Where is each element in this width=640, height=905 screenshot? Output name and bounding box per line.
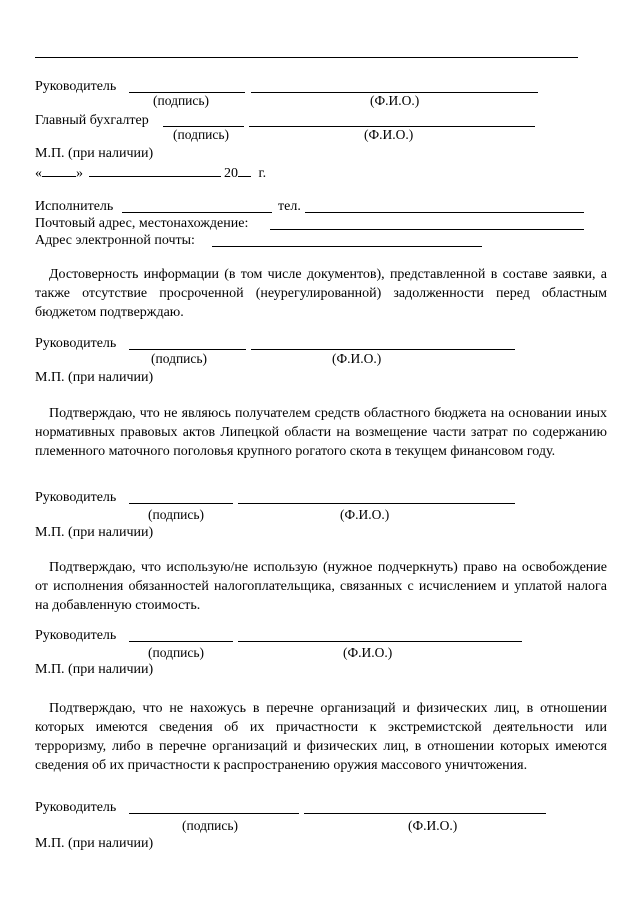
date-close-quote: » <box>76 166 83 181</box>
section4-stamp-label: М.П. (при наличии) <box>35 662 154 677</box>
section5-signature-field[interactable] <box>129 813 299 814</box>
section5-head-label: Руководитель <box>35 800 117 815</box>
date-month-field[interactable] <box>89 164 221 177</box>
phone-label: тел. <box>278 199 301 214</box>
date-year-suffix: г. <box>258 166 267 181</box>
section3-name-field[interactable] <box>238 503 515 504</box>
stamp-label: М.П. (при наличии) <box>35 146 154 161</box>
section4-name-caption: (Ф.И.О.) <box>343 645 393 660</box>
section3-head-label: Руководитель <box>35 490 117 505</box>
head-signature-caption: (подпись) <box>153 93 210 108</box>
email-label: Адрес электронной почты: <box>35 233 195 248</box>
date-day-field[interactable] <box>42 164 76 177</box>
postal-address-label: Почтовый адрес, местонахождение: <box>35 216 249 231</box>
phone-field[interactable] <box>305 212 584 213</box>
date-open-quote: « <box>35 166 42 181</box>
extremism-list-confirmation-text: Подтверждаю, что не нахожусь в перечне организаций и физических лиц, в отношении которых имеются сведения об их причастности к экстремистской деятельности или терроризму, либо в перечне организаций и физических лиц, в отношении которых имеются сведения об их причастности к распространению оружия массового уничтожения. <box>35 701 607 773</box>
date-year-field[interactable] <box>238 164 251 177</box>
section3-signature-caption: (подпись) <box>148 507 205 522</box>
section3-name-caption: (Ф.И.О.) <box>340 507 390 522</box>
section5-stamp-label: М.П. (при наличии) <box>35 836 154 851</box>
postal-address-field[interactable] <box>270 229 584 230</box>
section5-name-field[interactable] <box>304 813 546 814</box>
section2-stamp-label: М.П. (при наличии) <box>35 370 154 385</box>
section5-name-caption: (Ф.И.О.) <box>408 818 458 833</box>
chief-accountant-label: Главный бухгалтер <box>35 113 149 128</box>
section5-signature-caption: (подпись) <box>182 818 239 833</box>
section2-signature-field[interactable] <box>129 349 246 350</box>
section3-stamp-label: М.П. (при наличии) <box>35 525 154 540</box>
budget-recipient-confirmation-text: Подтверждаю, что не являюсь получателем средств областного бюджета на основании иных нормативных правовых актов Липецкой области на возмещение части затрат по содержанию племенного маточного поголовья крупного рогатого скота в текущем финансовом году. <box>35 406 607 459</box>
section2-head-label: Руководитель <box>35 336 117 351</box>
chief-name-caption: (Ф.И.О.) <box>364 127 414 142</box>
section3-signature-field[interactable] <box>129 503 233 504</box>
executor-field[interactable] <box>122 212 272 213</box>
section4-signature-caption: (подпись) <box>148 645 205 660</box>
date-year-prefix: 20 <box>224 166 238 181</box>
executor-label: Исполнитель <box>35 199 114 214</box>
section2-name-caption: (Ф.И.О.) <box>332 351 382 366</box>
vat-exemption-confirmation-text: Подтверждаю, что использую/не использую (нужное подчеркнуть) право на освобождение от исполнения обязанностей налогоплательщика, связанных с исчислением и уплатой налога на добавленную стоимость. <box>35 560 607 613</box>
section2-signature-caption: (подпись) <box>151 351 208 366</box>
chief-signature-caption: (подпись) <box>173 127 230 142</box>
head-name-caption: (Ф.И.О.) <box>370 93 420 108</box>
section2-name-field[interactable] <box>251 349 515 350</box>
head-label: Руководитель <box>35 79 117 94</box>
email-field[interactable] <box>212 246 482 247</box>
date-line <box>35 164 266 182</box>
top-separator-line <box>35 57 578 58</box>
section4-head-label: Руководитель <box>35 628 117 643</box>
section4-name-field[interactable] <box>238 641 522 642</box>
reliability-confirmation-text: Достоверность информации (в том числе документов), представленной в составе заявки, а также отсутствие просроченной (неурегулированной) задолженности перед областным бюджетом подтверждаю. <box>35 267 607 320</box>
section4-signature-field[interactable] <box>129 641 233 642</box>
